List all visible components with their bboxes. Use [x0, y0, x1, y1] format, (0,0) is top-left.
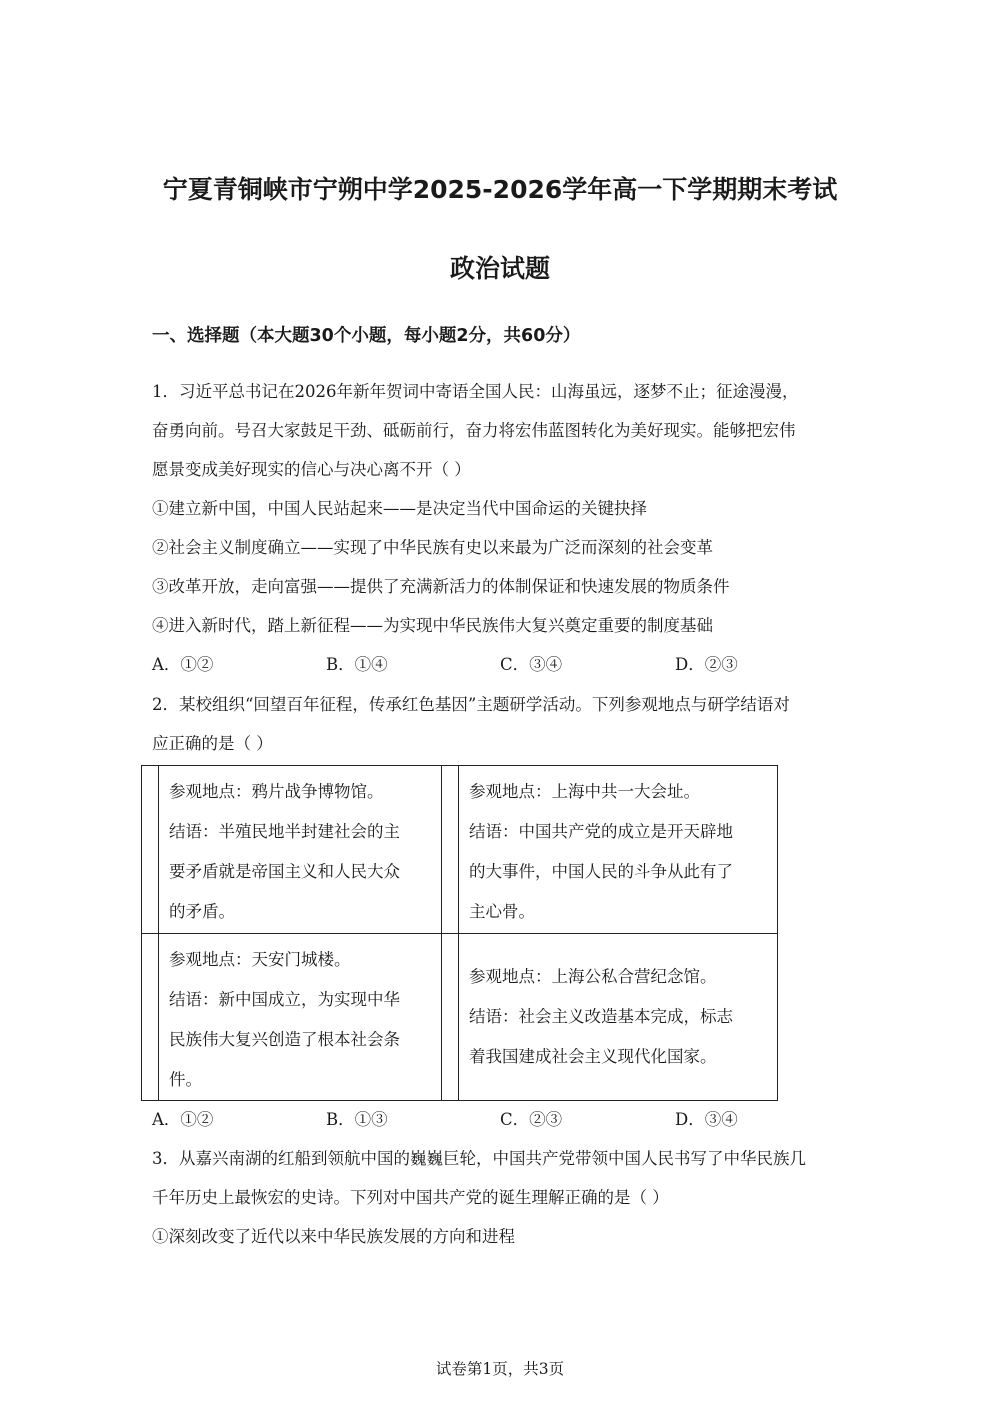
question-text-line: 3．从嘉兴南湖的红船到领航中国的巍巍巨轮，中国共产党带领中国人民书写了中华民族几 — [152, 1149, 806, 1168]
table-cell-bottom-left — [159, 934, 442, 1101]
option-c: C．②③ — [500, 1110, 563, 1129]
statement-1: ①深刻改变了近代以来中华民族发展的方向和进程 — [152, 1227, 515, 1246]
table-gutter — [142, 766, 159, 934]
statement-3: ③改革开放，走向富强——提供了充满新活力的体制保证和快速发展的物质条件 — [152, 577, 730, 596]
option-d: D．③④ — [675, 1110, 738, 1129]
cell-line: 参观地点：鸦片战争博物馆。 — [169, 782, 384, 801]
cell-line: 的大事件，中国人民的斗争从此有了 — [469, 862, 733, 881]
cell-line: 件。 — [169, 1070, 202, 1089]
table-gutter — [142, 934, 159, 1101]
cell-line: 结语：半殖民地半封建社会的主 — [169, 822, 400, 841]
question-text-line: 愿景变成美好现实的信心与决心离不开（ ） — [152, 460, 471, 479]
table-cell-bottom-right — [459, 934, 778, 1101]
table-cell-top-left — [159, 766, 442, 934]
option-b: B．①④ — [326, 655, 388, 674]
cell-line: 民族伟大复兴创造了根本社会条 — [169, 1030, 400, 1049]
question-text-line: 千年历史上最恢宏的史诗。下列对中国共产党的诞生理解正确的是（ ） — [152, 1188, 669, 1207]
cell-line: 主心骨。 — [469, 902, 535, 921]
cell-line: 参观地点：天安门城楼。 — [169, 950, 351, 969]
question-text-line: 应正确的是（ ） — [152, 734, 273, 753]
question-text-line: 1．习近平总书记在2026年新年贺词中寄语全国人民：山海虽远，逐梦不止；征途漫漫， — [152, 382, 799, 401]
option-a: A．①② — [152, 1110, 214, 1129]
table-gutter — [442, 766, 459, 934]
exam-title: 宁夏青铜峡市宁朔中学2025-2026学年高一下学期期末考试 — [162, 175, 838, 204]
section-heading: 一、选择题（本大题30个小题，每小题2分，共60分） — [152, 326, 581, 346]
table-cell-top-right — [459, 766, 778, 934]
cell-line: 结语：新中国成立，为实现中华 — [169, 990, 400, 1009]
cell-line: 参观地点：上海中共一大会址。 — [469, 782, 700, 801]
cell-line: 的矛盾。 — [169, 902, 235, 921]
question-text-line: 奋勇向前。号召大家鼓足干劲、砥砺前行，奋力将宏伟蓝图转化为美好现实。能够把宏伟 — [152, 421, 796, 440]
statement-2: ②社会主义制度确立——实现了中华民族有史以来最为广泛而深刻的社会变革 — [152, 538, 713, 557]
question-text-line: 2．某校组织“回望百年征程，传承红色基因”主题研学活动。下列参观地点与研学结语对 — [152, 695, 790, 714]
statement-1: ①建立新中国，中国人民站起来——是决定当代中国命运的关键抉择 — [152, 499, 647, 518]
study-table — [141, 765, 778, 1101]
cell-line: 参观地点：上海公私合营纪念馆。 — [469, 967, 717, 986]
page-footer: 试卷第1页，共3页 — [435, 1360, 565, 1378]
cell-line: 着我国建成社会主义现代化国家。 — [469, 1047, 717, 1066]
option-d: D．②③ — [675, 655, 738, 674]
cell-line: 结语：中国共产党的成立是开天辟地 — [469, 822, 733, 841]
option-a: A．①② — [152, 655, 214, 674]
option-c: C．③④ — [500, 655, 563, 674]
exam-subtitle: 政治试题 — [449, 254, 550, 283]
table-gutter — [442, 934, 459, 1101]
cell-line: 结语：社会主义改造基本完成，标志 — [469, 1007, 733, 1026]
option-b: B．①③ — [326, 1110, 388, 1129]
cell-line: 要矛盾就是帝国主义和人民大众 — [169, 862, 400, 881]
statement-4: ④进入新时代，踏上新征程——为实现中华民族伟大复兴奠定重要的制度基础 — [152, 616, 713, 635]
